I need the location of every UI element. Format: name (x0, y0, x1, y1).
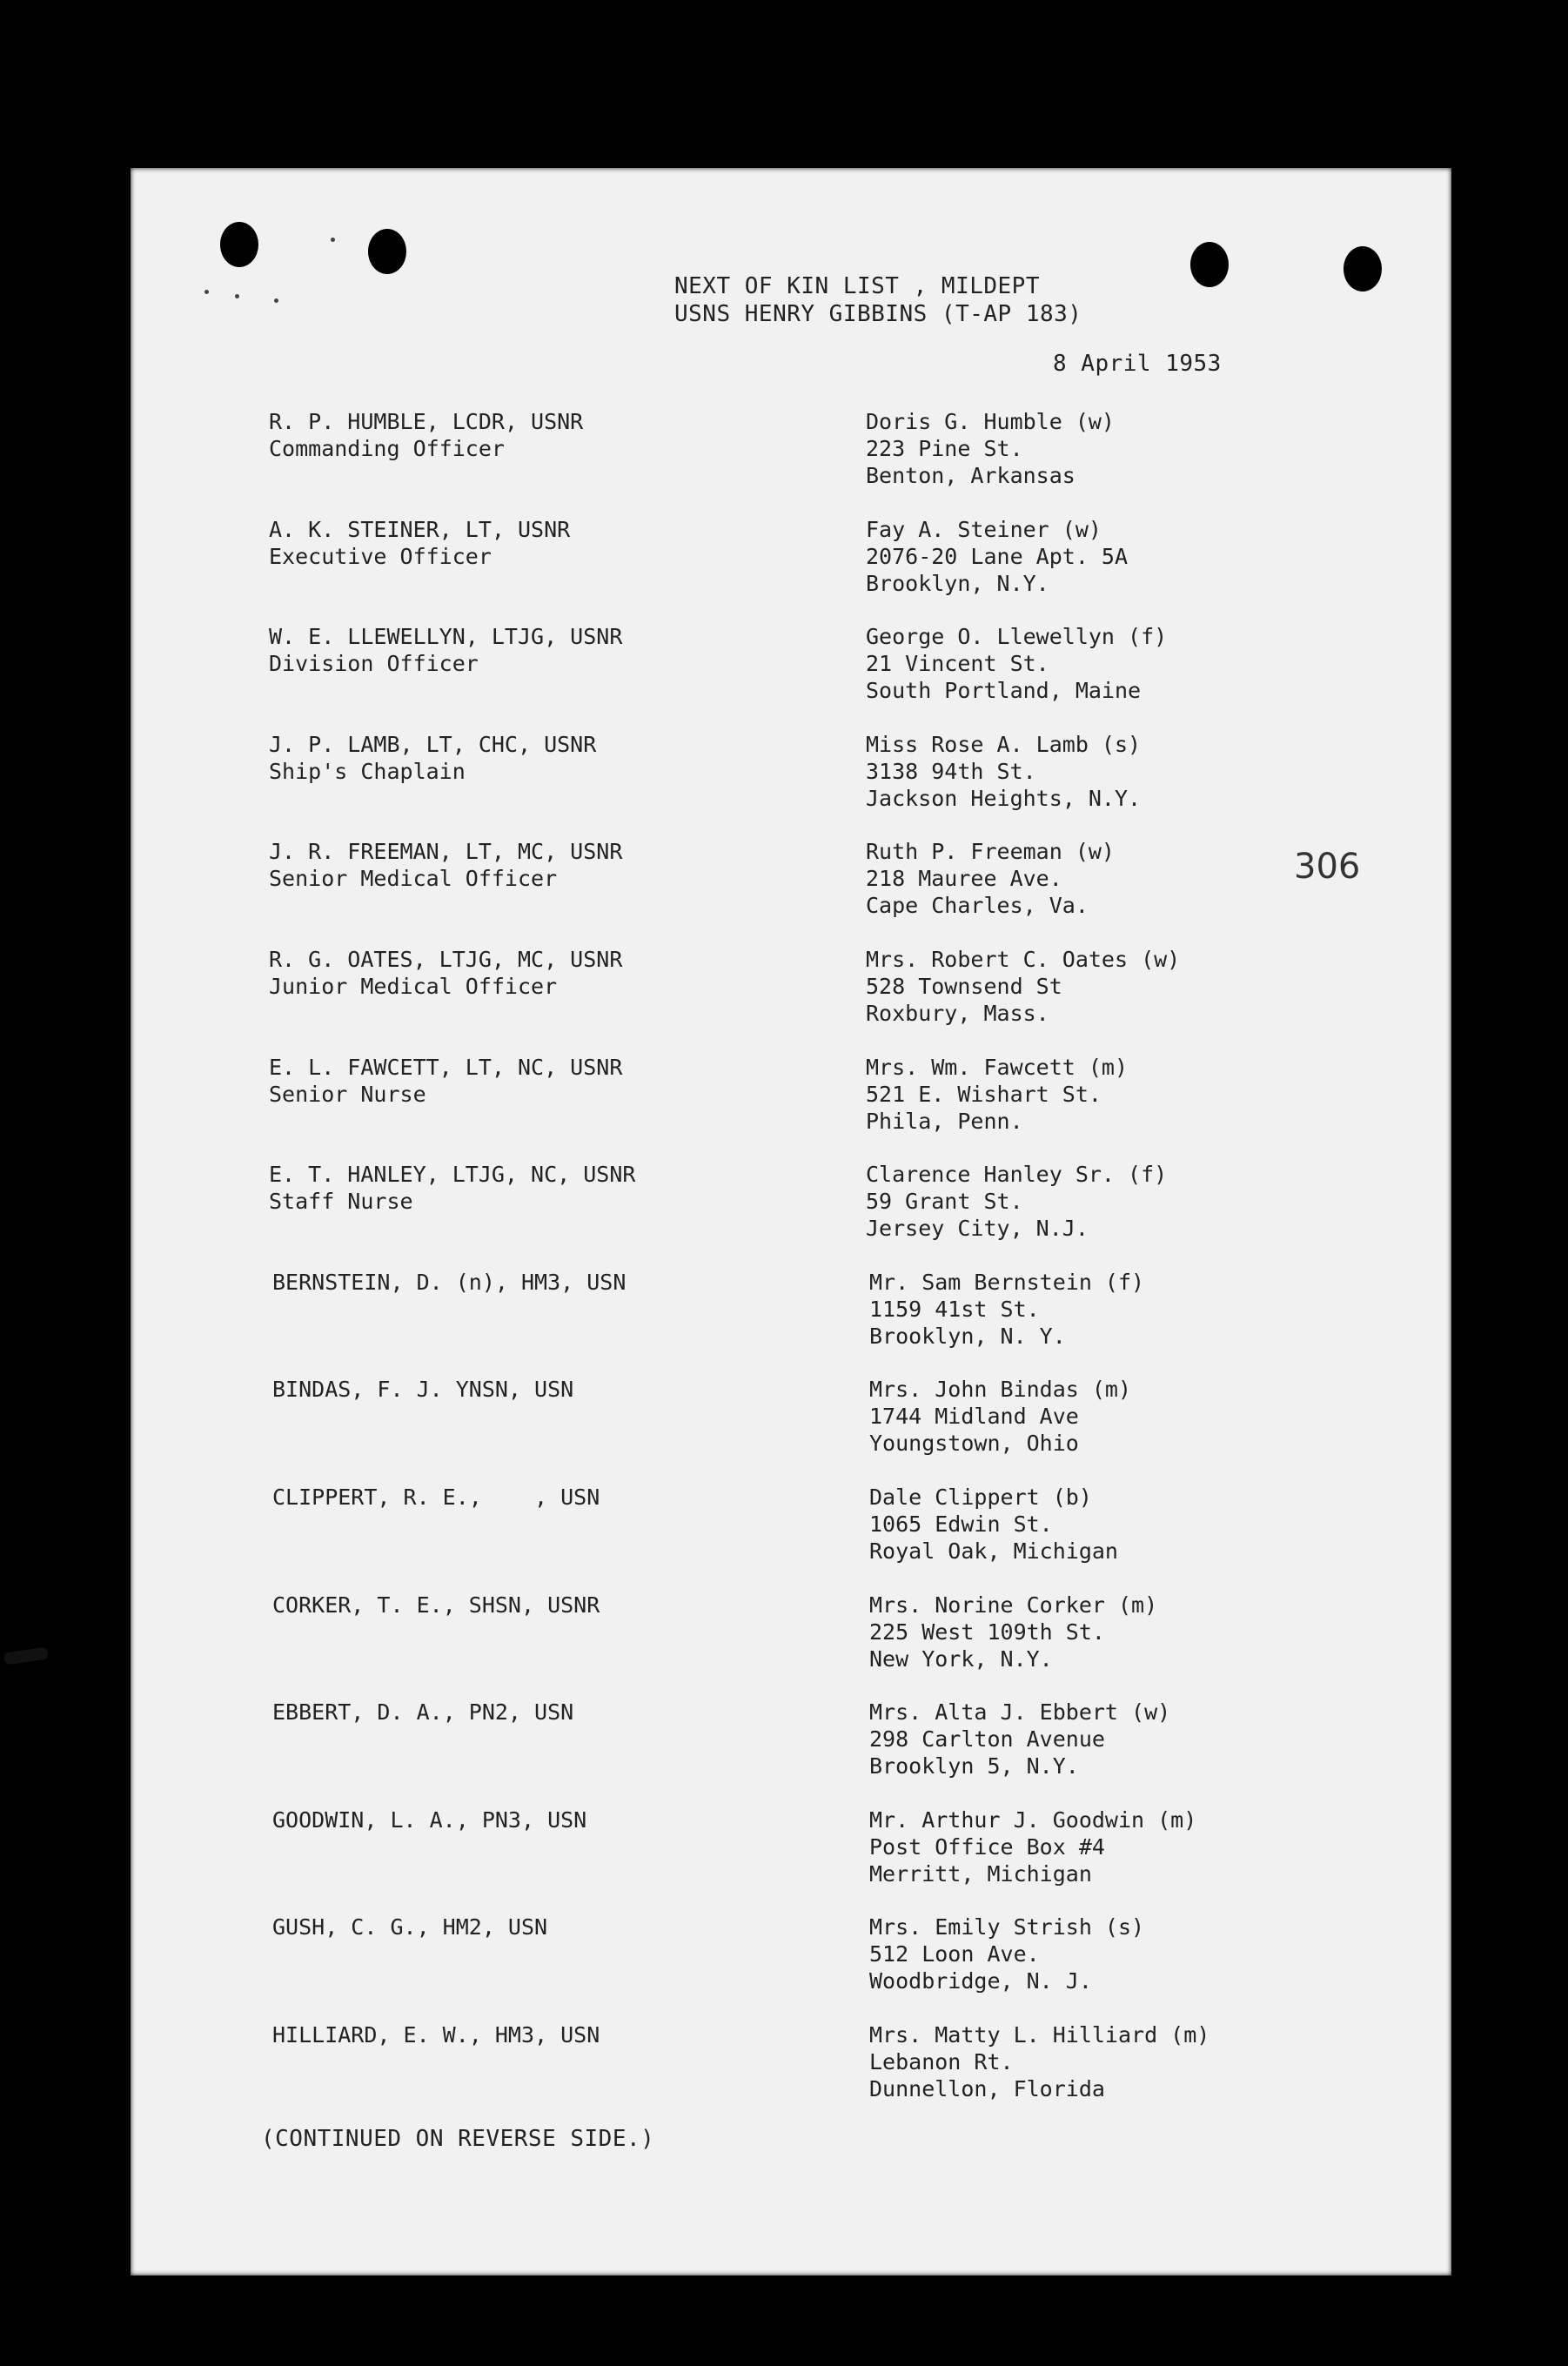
personnel-block (272, 1806, 586, 1833)
personnel-role: Commanding Officer (269, 436, 505, 461)
personnel-name: A. K. STEINER, LT, USNR (269, 516, 571, 542)
personnel-name: GOODWIN, L. A., PN3, USN (272, 1806, 587, 1833)
personnel-name: R. G. OATES, LTJG, MC, USNR (269, 947, 623, 972)
kin-name: Fay A. Steiner (w) (866, 516, 1102, 542)
kin-address-line: Royal Oak, Michigan (869, 1538, 1118, 1564)
document-title-line1: NEXT OF KIN LIST , MILDEPT (674, 273, 1040, 299)
next-of-kin-block (869, 1806, 1196, 1887)
kin-name: Miss Rose A. Lamb (s) (866, 731, 1142, 757)
list-item (131, 838, 1436, 925)
kin-address-line: South Portland, Maine (866, 678, 1142, 704)
kin-address-line: Woodbridge, N. J. (869, 1968, 1092, 1994)
kin-address-line: Jackson Heights, N.Y. (866, 785, 1142, 811)
personnel-block (269, 946, 622, 1000)
personnel-block (269, 838, 622, 892)
kin-address-line: Post Office Box #4 (869, 1833, 1105, 1860)
list-item (131, 1806, 1436, 1893)
kin-address-line: Benton, Arkansas (866, 463, 1075, 488)
list-item (131, 1914, 1436, 2001)
kin-address-line: 1065 Edwin St. (869, 1511, 1053, 1537)
next-of-kin-block (869, 2021, 1210, 2102)
personnel-name: J. P. LAMB, LT, CHC, USNR (269, 731, 597, 757)
personnel-name: GUSH, C. G., HM2, USN (272, 1914, 548, 1940)
personnel-block (272, 1269, 626, 1296)
personnel-role: Staff Nurse (269, 1189, 413, 1215)
personnel-block (272, 1592, 600, 1619)
list-item (131, 1161, 1436, 1248)
personnel-block (272, 1376, 573, 1403)
kin-address-line: 59 Grant St. (866, 1189, 1023, 1215)
kin-address-line: 2076-20 Lane Apt. 5A (866, 543, 1129, 569)
personnel-block (269, 516, 570, 570)
kin-address-line: 218 Mauree Ave. (866, 866, 1062, 892)
personnel-role: Junior Medical Officer (269, 974, 558, 999)
personnel-name: E. T. HANLEY, LTJG, NC, USNR (269, 1162, 636, 1188)
punch-hole (1344, 246, 1382, 292)
list-item (131, 731, 1436, 818)
list-item (131, 1376, 1436, 1463)
kin-address-line: Lebanon Rt. (869, 2049, 1014, 2074)
next-of-kin-block (866, 623, 1167, 704)
kin-address-line: 21 Vincent St. (866, 651, 1049, 677)
next-of-kin-block (866, 838, 1115, 919)
kin-address-line: 528 Townsend St (866, 974, 1062, 999)
document-page (131, 168, 1451, 2276)
personnel-name: HILLIARD, E. W., HM3, USN (272, 2022, 600, 2048)
personnel-block (269, 408, 583, 462)
next-of-kin-block (869, 1484, 1118, 1565)
kin-name: Mr. Sam Bernstein (f) (869, 1269, 1145, 1295)
kin-name: Dale Clippert (b) (869, 1485, 1092, 1510)
kin-address-line: Brooklyn, N.Y. (866, 570, 1049, 596)
list-item (131, 1269, 1436, 1356)
kin-address-line: 512 Loon Ave. (869, 1941, 1040, 1967)
kin-address-line: Jersey City, N.J. (866, 1216, 1089, 1242)
next-of-kin-block (869, 1914, 1144, 1994)
kin-address-line: Dunnellon, Florida (869, 2076, 1105, 2101)
next-of-kin-block (866, 1161, 1167, 1242)
list-item (131, 1699, 1436, 1786)
document-date: 8 April 1953 (1053, 351, 1222, 377)
document-title-line2: USNS HENRY GIBBINS (T-AP 183) (674, 301, 1082, 327)
personnel-block (269, 623, 622, 677)
personnel-role: Executive Officer (269, 543, 492, 569)
kin-name: Mrs. Emily Strish (s) (869, 1914, 1145, 1940)
kin-address-line: 298 Carlton Avenue (869, 1726, 1105, 1753)
kin-name: Mrs. Alta J. Ebbert (w) (869, 1699, 1171, 1726)
personnel-name: CORKER, T. E., SHSN, USNR (272, 1592, 600, 1618)
personnel-name: J. R. FREEMAN, LT, MC, USNR (269, 839, 623, 865)
kin-address-line: 1159 41st St. (869, 1296, 1040, 1322)
list-item (131, 623, 1436, 710)
personnel-name: E. L. FAWCETT, LT, NC, USNR (269, 1054, 623, 1080)
kin-address-line: 3138 94th St. (866, 758, 1036, 784)
kin-address-line: Youngstown, Ohio (869, 1431, 1079, 1457)
kin-address-line: Brooklyn, N. Y. (869, 1323, 1066, 1349)
kin-name: Mrs. Robert C. Oates (w) (866, 947, 1181, 972)
kin-name: Clarence Hanley Sr. (f) (866, 1162, 1168, 1188)
kin-address-line: 225 West 109th St. (869, 1619, 1105, 1645)
continued-footer: (CONTINUED ON REVERSE SIDE.) (261, 2126, 655, 2152)
next-of-kin-block (866, 516, 1128, 597)
kin-address-line: 521 E. Wishart St. (866, 1081, 1102, 1107)
kin-address-line: New York, N.Y. (869, 1645, 1053, 1672)
list-item (131, 1054, 1436, 1141)
personnel-role: Senior Medical Officer (269, 866, 558, 892)
list-item (131, 408, 1436, 495)
punch-hole (1190, 242, 1229, 287)
personnel-name: EBBERT, D. A., PN2, USN (272, 1699, 574, 1726)
next-of-kin-block (869, 1592, 1157, 1672)
personnel-block (272, 1914, 547, 1940)
personnel-block (272, 1484, 600, 1511)
personnel-block (269, 1161, 635, 1215)
next-of-kin-block (869, 1699, 1170, 1780)
kin-name: Doris G. Humble (w) (866, 409, 1115, 434)
page-number: 306 (1294, 847, 1361, 887)
kin-name: Mrs. Wm. Fawcett (m) (866, 1054, 1129, 1080)
personnel-role: Division Officer (269, 651, 479, 677)
kin-address-line: Merritt, Michigan (869, 1860, 1092, 1887)
next-of-kin-block (869, 1376, 1131, 1457)
personnel-role: Senior Nurse (269, 1081, 426, 1107)
personnel-block (272, 1699, 573, 1726)
kin-name: Ruth P. Freeman (w) (866, 839, 1115, 865)
punch-hole (220, 222, 258, 267)
list-item (131, 2021, 1436, 2108)
list-item (131, 946, 1436, 1033)
personnel-block (269, 1054, 622, 1108)
next-of-kin-block (866, 1054, 1128, 1135)
personnel-role: Ship's Chaplain (269, 758, 466, 784)
personnel-block (269, 731, 596, 785)
next-of-kin-block (869, 1269, 1144, 1350)
kin-address-line: 1744 Midland Ave (869, 1404, 1079, 1430)
list-item (131, 1592, 1436, 1679)
personnel-name: R. P. HUMBLE, LCDR, USNR (269, 409, 584, 434)
kin-address-line: Cape Charles, Va. (866, 893, 1089, 919)
kin-name: Mrs. Norine Corker (m) (869, 1592, 1158, 1618)
kin-name: Mr. Arthur J. Goodwin (m) (869, 1806, 1197, 1833)
kin-address-line: Roxbury, Mass. (866, 1001, 1049, 1026)
personnel-name: BERNSTEIN, D. (n), HM3, USN (272, 1269, 627, 1295)
margin-mark (3, 1647, 48, 1666)
kin-name: George O. Llewellyn (f) (866, 624, 1168, 650)
kin-address-line: 223 Pine St. (866, 436, 1023, 461)
next-of-kin-block (866, 946, 1180, 1027)
list-item (131, 1484, 1436, 1571)
personnel-name: W. E. LLEWELLYN, LTJG, USNR (269, 624, 623, 650)
punch-hole (368, 229, 406, 274)
kin-address-line: Brooklyn 5, N.Y. (869, 1753, 1079, 1780)
list-item (131, 516, 1436, 603)
kin-name: Mrs. Matty L. Hilliard (m) (869, 2022, 1210, 2048)
personnel-name: CLIPPERT, R. E., , USN (272, 1485, 600, 1510)
personnel-block (272, 2021, 600, 2048)
kin-address-line: Phila, Penn. (866, 1108, 1023, 1134)
next-of-kin-block (866, 731, 1141, 812)
kin-name: Mrs. John Bindas (m) (869, 1377, 1132, 1403)
next-of-kin-block (866, 408, 1115, 489)
personnel-name: BINDAS, F. J. YNSN, USN (272, 1377, 574, 1403)
